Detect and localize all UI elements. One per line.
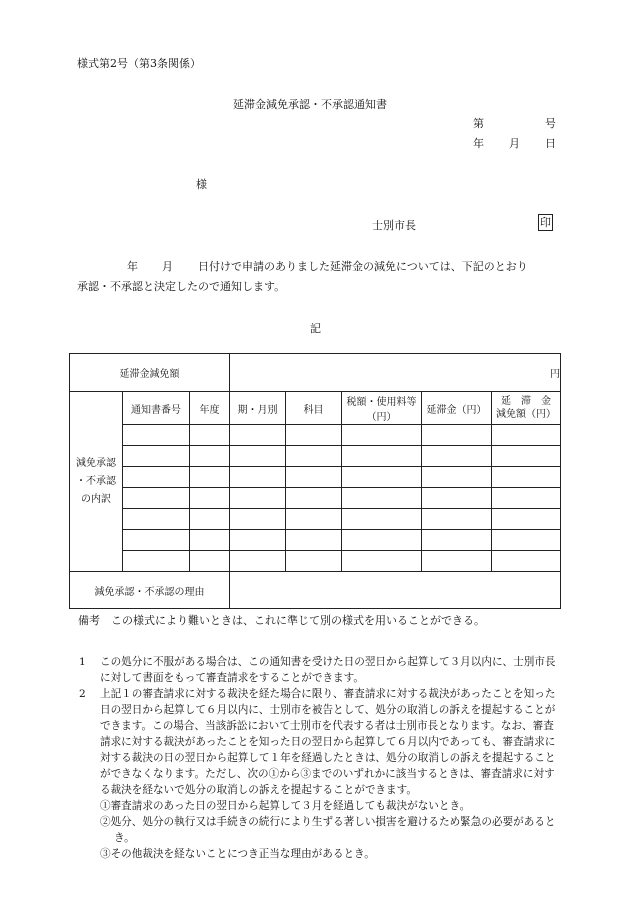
table-cell[interactable] <box>286 530 342 551</box>
table-cell[interactable] <box>492 467 561 488</box>
table-cell[interactable] <box>422 488 492 509</box>
ki-heading: 記 <box>310 322 321 335</box>
reduction-header-line1: 延 滞 金 <box>501 396 552 407</box>
table-cell[interactable] <box>230 488 286 509</box>
side-label-line3: の内訳 <box>81 493 111 505</box>
body-date-year: 年 <box>127 260 138 273</box>
note-1-text: この処分に不服がある場合は、この通知書を受けた日の翌日から起算して３月以内に、士別市長に対して書面をもって審査請求をすることができます。 <box>100 656 556 684</box>
table-cell[interactable] <box>190 509 230 530</box>
table-cell[interactable] <box>492 446 561 467</box>
col-header-fiscal-year: 年度 <box>190 392 230 425</box>
note-2-sub-3: ③その他裁決を経ないことにつき正当な理由があるとき。 <box>100 848 375 860</box>
body-text-line2: 承認・不承認と決定したので通知します。 <box>77 280 286 293</box>
table-cell[interactable] <box>422 530 492 551</box>
table-cell[interactable] <box>286 488 342 509</box>
table-row <box>70 467 561 488</box>
table-cell[interactable] <box>190 425 230 446</box>
table-cell[interactable] <box>492 551 561 572</box>
number-prefix: 第 <box>473 117 484 130</box>
notes-section <box>79 654 559 862</box>
side-label-line2: ・不承認 <box>76 475 116 487</box>
table-cell[interactable] <box>230 509 286 530</box>
table-cell[interactable] <box>342 509 422 530</box>
table-cell[interactable] <box>286 425 342 446</box>
table-cell[interactable] <box>190 446 230 467</box>
amount-unit: 円 <box>230 354 561 392</box>
note-2-text: 上記１の審査請求に対する裁決を経た場合に限り、審査請求に対する裁決があったことを知った日の翌日から起算して６月以内に、士別市を被告として、処分の取消しの訴えを提起することができます。この場合、当該訴訟において士別市を代表する者は士別市長となります。なお、審査請求に対する裁決があったことを知った日の翌日から起算して６月以内であっても、審査請求に対する裁決の日の翌日から起算して１年を経過したときは、処分の取消しの訴えを提起することができなくなります。ただし、次の①から③までのいずれかに該当するときは、審査請求に対する裁決を経ないで処分の取消しの訴えを提起することができます。 <box>100 688 556 796</box>
document-title: 延滞金減免承認・不承認通知書 <box>233 98 387 111</box>
table-row <box>70 551 561 572</box>
note-1 <box>79 654 559 686</box>
table-cell[interactable] <box>123 425 190 446</box>
note-2-sub-1: ①審査請求のあった日の翌日から起算して３月を経過しても裁決がないとき。 <box>100 800 471 812</box>
table-cell[interactable] <box>230 467 286 488</box>
table-cell[interactable] <box>190 530 230 551</box>
table-row <box>70 425 561 446</box>
col-header-subject: 科目 <box>286 392 342 425</box>
table-cell[interactable] <box>342 425 422 446</box>
table-cell[interactable] <box>342 446 422 467</box>
breakdown-side-label <box>70 392 123 572</box>
table-cell[interactable] <box>422 446 492 467</box>
table-row <box>70 530 561 551</box>
table-cell[interactable] <box>123 467 190 488</box>
table-cell[interactable] <box>342 488 422 509</box>
note-2-number: 2 <box>79 688 86 700</box>
issuer-name: 士別市長 <box>372 219 416 232</box>
amount-label: 延滞金減免額 <box>70 354 230 392</box>
table-cell[interactable] <box>123 446 190 467</box>
table-cell[interactable] <box>492 488 561 509</box>
addressee-suffix: 様 <box>196 178 207 191</box>
seal-text: 印 <box>540 216 551 229</box>
reason-value[interactable] <box>230 572 561 609</box>
table-cell[interactable] <box>342 530 422 551</box>
table-cell[interactable] <box>286 551 342 572</box>
seal-mark <box>538 214 553 231</box>
remark: 備考 この様式により難いときは、これに準じて別の様式を用いることができる。 <box>78 614 485 627</box>
note-1-number: 1 <box>79 656 86 668</box>
table-row <box>70 488 561 509</box>
table-cell[interactable] <box>123 509 190 530</box>
table-cell[interactable] <box>230 530 286 551</box>
note-2 <box>79 686 559 862</box>
date-day-label: 日 <box>545 137 556 150</box>
date-month-label: 月 <box>509 137 520 150</box>
col-header-tax-amount: 税額・使用料等（円） <box>342 392 422 425</box>
table-cell[interactable] <box>123 530 190 551</box>
col-header-period: 期・月別 <box>230 392 286 425</box>
table-cell[interactable] <box>342 551 422 572</box>
table-cell[interactable] <box>422 425 492 446</box>
body-text-line1: 日付けで申請のありました延滞金の減免については、下記のとおり <box>198 260 528 273</box>
table-row <box>70 509 561 530</box>
table-cell[interactable] <box>422 551 492 572</box>
col-header-notice-number: 通知書番号 <box>123 392 190 425</box>
table-cell[interactable] <box>123 488 190 509</box>
reason-label: 減免承認・不承認の理由 <box>70 572 230 609</box>
col-header-late-fee: 延滞金（円） <box>422 392 492 425</box>
table-row <box>70 446 561 467</box>
form-number: 様式第2号（第3条関係） <box>77 57 201 70</box>
body-date-month: 月 <box>162 260 173 273</box>
table-cell[interactable] <box>190 551 230 572</box>
table-cell[interactable] <box>286 467 342 488</box>
table-cell[interactable] <box>286 446 342 467</box>
table-cell[interactable] <box>230 425 286 446</box>
table-cell[interactable] <box>492 425 561 446</box>
table-cell[interactable] <box>422 509 492 530</box>
table-cell[interactable] <box>492 509 561 530</box>
table-cell[interactable] <box>342 467 422 488</box>
table-cell[interactable] <box>422 467 492 488</box>
table-cell[interactable] <box>286 509 342 530</box>
side-label-line1: 減免承認 <box>76 457 116 469</box>
reduction-header-line2: 減免額（円） <box>496 409 557 420</box>
date-year-label: 年 <box>473 137 484 150</box>
table-cell[interactable] <box>123 551 190 572</box>
number-suffix: 号 <box>545 117 556 130</box>
table-cell[interactable] <box>190 467 230 488</box>
table-cell[interactable] <box>230 446 286 467</box>
note-2-sub-2: ②処分、処分の執行又は手続きの続行により生ずる著しい損害を避けるため緊急の必要があるとき。 <box>100 816 556 844</box>
table-cell[interactable] <box>190 488 230 509</box>
reduction-table <box>69 353 561 609</box>
col-header-reduction-amount <box>492 392 561 425</box>
table-cell[interactable] <box>492 530 561 551</box>
table-cell[interactable] <box>230 551 286 572</box>
